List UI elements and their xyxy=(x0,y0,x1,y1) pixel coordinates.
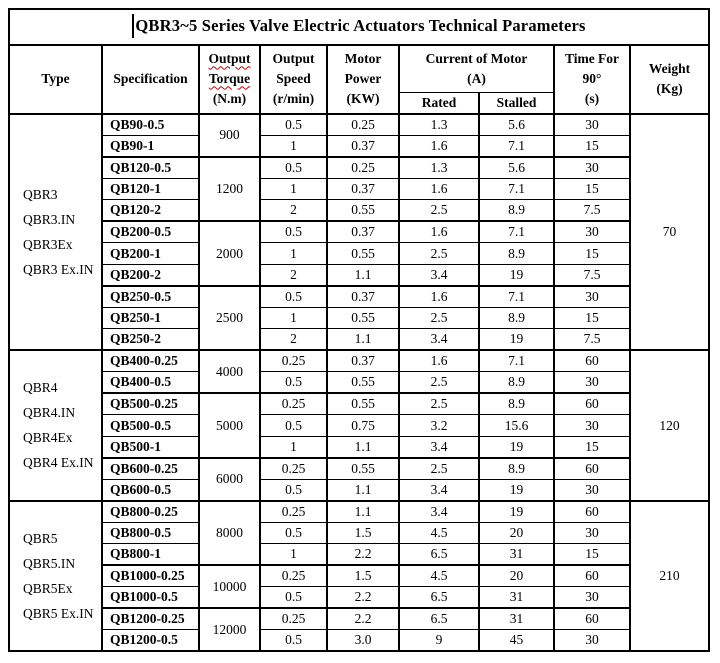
time-cell: 30 xyxy=(554,479,630,501)
type-line: QBR3 Ex.IN xyxy=(23,261,94,277)
type-line: QBR3Ex xyxy=(23,236,73,252)
spec-cell: QB90-1 xyxy=(102,135,199,157)
header-output-torque: Output Torque (N.m) xyxy=(199,45,260,114)
stalled-cell: 20 xyxy=(479,565,554,587)
weight-cell: 70 xyxy=(630,114,709,351)
table-row xyxy=(9,286,709,308)
power-cell: 0.55 xyxy=(327,243,399,265)
speed-cell: 0.5 xyxy=(260,587,327,609)
power-cell: 0.37 xyxy=(327,350,399,372)
time-cell: 7.5 xyxy=(554,200,630,222)
header-output-speed: Output Speed (r/min) xyxy=(260,45,327,114)
stalled-cell: 7.1 xyxy=(479,286,554,308)
table-row xyxy=(9,393,709,415)
header-rated: Rated xyxy=(399,92,479,114)
rated-cell: 3.4 xyxy=(399,264,479,286)
header-row-1 xyxy=(9,45,709,92)
table-row xyxy=(9,243,709,265)
torque-cell: 5000 xyxy=(199,393,260,458)
header-type: Type xyxy=(9,45,102,114)
power-cell: 1.1 xyxy=(327,501,399,523)
spec-cell: QB400-0.5 xyxy=(102,372,199,394)
table-row xyxy=(9,501,709,523)
spec-cell: QB400-0.25 xyxy=(102,350,199,372)
time-cell: 30 xyxy=(554,587,630,609)
speed-cell: 0.5 xyxy=(260,630,327,652)
time-cell: 30 xyxy=(554,372,630,394)
type-line: QBR5 xyxy=(23,530,58,546)
power-cell: 0.75 xyxy=(327,415,399,437)
power-cell: 0.25 xyxy=(327,114,399,136)
rated-cell: 6.5 xyxy=(399,608,479,630)
type-line: QBR4.IN xyxy=(23,405,76,421)
power-cell: 1.5 xyxy=(327,522,399,544)
speed-cell: 0.25 xyxy=(260,565,327,587)
time-cell: 15 xyxy=(554,135,630,157)
power-cell: 2.2 xyxy=(327,587,399,609)
weight-cell: 120 xyxy=(630,350,709,501)
table-row xyxy=(9,544,709,566)
speed-cell: 0.5 xyxy=(260,522,327,544)
spec-cell: QB250-2 xyxy=(102,329,199,351)
stalled-cell: 8.9 xyxy=(479,307,554,329)
rated-cell: 3.4 xyxy=(399,329,479,351)
stalled-cell: 5.6 xyxy=(479,114,554,136)
stalled-cell: 7.1 xyxy=(479,350,554,372)
power-cell: 1.1 xyxy=(327,436,399,458)
rated-cell: 2.5 xyxy=(399,243,479,265)
power-cell: 1.1 xyxy=(327,329,399,351)
table-row xyxy=(9,415,709,437)
rated-cell: 3.4 xyxy=(399,479,479,501)
power-cell: 0.55 xyxy=(327,200,399,222)
stalled-cell: 7.1 xyxy=(479,221,554,243)
time-cell: 30 xyxy=(554,415,630,437)
rated-cell: 9 xyxy=(399,630,479,652)
type-line: QBR5.IN xyxy=(23,555,76,571)
type-cell xyxy=(9,350,102,501)
table-row xyxy=(9,307,709,329)
stalled-cell: 45 xyxy=(479,630,554,652)
speed-cell: 0.25 xyxy=(260,350,327,372)
spec-cell: QB1200-0.25 xyxy=(102,608,199,630)
power-cell: 3.0 xyxy=(327,630,399,652)
stalled-cell: 7.1 xyxy=(479,135,554,157)
stalled-cell: 8.9 xyxy=(479,200,554,222)
time-cell: 15 xyxy=(554,544,630,566)
rated-cell: 4.5 xyxy=(399,522,479,544)
time-cell: 30 xyxy=(554,221,630,243)
table-title[interactable] xyxy=(9,9,709,45)
power-cell: 1.5 xyxy=(327,565,399,587)
rated-cell: 6.5 xyxy=(399,587,479,609)
torque-cell: 12000 xyxy=(199,608,260,651)
parameters-table xyxy=(8,8,710,652)
rated-cell: 4.5 xyxy=(399,565,479,587)
power-cell: 0.37 xyxy=(327,135,399,157)
power-cell: 1.1 xyxy=(327,479,399,501)
speed-cell: 2 xyxy=(260,329,327,351)
spec-cell: QB500-1 xyxy=(102,436,199,458)
spec-cell: QB1000-0.5 xyxy=(102,587,199,609)
table-row xyxy=(9,221,709,243)
speed-cell: 0.25 xyxy=(260,608,327,630)
time-cell: 30 xyxy=(554,522,630,544)
speed-cell: 0.25 xyxy=(260,458,327,480)
speed-cell: 2 xyxy=(260,200,327,222)
torque-cell: 8000 xyxy=(199,501,260,566)
stalled-cell: 20 xyxy=(479,522,554,544)
time-cell: 15 xyxy=(554,307,630,329)
header-specification: Specification xyxy=(102,45,199,114)
torque-cell: 6000 xyxy=(199,458,260,501)
torque-cell: 2500 xyxy=(199,286,260,351)
table-row xyxy=(9,329,709,351)
table-row xyxy=(9,436,709,458)
type-line: QBR4 Ex.IN xyxy=(23,455,94,471)
power-cell: 2.2 xyxy=(327,608,399,630)
torque-cell: 10000 xyxy=(199,565,260,608)
table-row xyxy=(9,114,709,136)
header-stalled: Stalled xyxy=(479,92,554,114)
table-row xyxy=(9,372,709,394)
spec-cell: QB200-0.5 xyxy=(102,221,199,243)
header-weight: Weight (Kg) xyxy=(630,45,709,114)
header-time-for-90: Time For 90° (s) xyxy=(554,45,630,114)
time-cell: 30 xyxy=(554,114,630,136)
table-row xyxy=(9,200,709,222)
rated-cell: 1.3 xyxy=(399,114,479,136)
time-cell: 7.5 xyxy=(554,329,630,351)
type-cell xyxy=(9,114,102,351)
rated-cell: 3.4 xyxy=(399,501,479,523)
rated-cell: 6.5 xyxy=(399,544,479,566)
power-cell: 1.1 xyxy=(327,264,399,286)
table-row xyxy=(9,587,709,609)
spec-cell: QB250-1 xyxy=(102,307,199,329)
speed-cell: 0.5 xyxy=(260,114,327,136)
spec-cell: QB600-0.5 xyxy=(102,479,199,501)
spec-cell: QB800-0.25 xyxy=(102,501,199,523)
spec-cell: QB250-0.5 xyxy=(102,286,199,308)
power-cell: 0.55 xyxy=(327,372,399,394)
power-cell: 2.2 xyxy=(327,544,399,566)
rated-cell: 1.6 xyxy=(399,135,479,157)
table-row xyxy=(9,178,709,200)
torque-cell: 4000 xyxy=(199,350,260,393)
time-cell: 15 xyxy=(554,178,630,200)
table-row xyxy=(9,458,709,480)
table-body xyxy=(9,114,709,652)
rated-cell: 1.6 xyxy=(399,350,479,372)
rated-cell: 1.6 xyxy=(399,221,479,243)
table-row xyxy=(9,264,709,286)
time-cell: 60 xyxy=(554,393,630,415)
table-title-text: QBR3~5 Series Valve Electric Actuators Technical Parameters xyxy=(135,16,586,36)
power-cell: 0.55 xyxy=(327,307,399,329)
speed-cell: 0.5 xyxy=(260,286,327,308)
rated-cell: 2.5 xyxy=(399,307,479,329)
time-cell: 60 xyxy=(554,350,630,372)
stalled-cell: 5.6 xyxy=(479,157,554,179)
spec-cell: QB600-0.25 xyxy=(102,458,199,480)
power-cell: 0.55 xyxy=(327,458,399,480)
spec-cell: QB200-1 xyxy=(102,243,199,265)
stalled-cell: 8.9 xyxy=(479,458,554,480)
time-cell: 7.5 xyxy=(554,264,630,286)
rated-cell: 3.2 xyxy=(399,415,479,437)
table-row xyxy=(9,565,709,587)
power-cell: 0.37 xyxy=(327,286,399,308)
stalled-cell: 8.9 xyxy=(479,372,554,394)
time-cell: 60 xyxy=(554,501,630,523)
spec-cell: QB120-1 xyxy=(102,178,199,200)
stalled-cell: 15.6 xyxy=(479,415,554,437)
time-cell: 60 xyxy=(554,608,630,630)
title-row xyxy=(9,9,709,45)
speed-cell: 0.5 xyxy=(260,221,327,243)
weight-cell: 210 xyxy=(630,501,709,652)
power-cell: 0.37 xyxy=(327,178,399,200)
power-cell: 0.55 xyxy=(327,393,399,415)
speed-cell: 1 xyxy=(260,544,327,566)
spec-cell: QB120-0.5 xyxy=(102,157,199,179)
spec-cell: QB500-0.25 xyxy=(102,393,199,415)
type-cell xyxy=(9,501,102,652)
stalled-cell: 19 xyxy=(479,501,554,523)
speed-cell: 0.5 xyxy=(260,372,327,394)
speed-cell: 1 xyxy=(260,436,327,458)
stalled-cell: 31 xyxy=(479,608,554,630)
rated-cell: 2.5 xyxy=(399,200,479,222)
misspelled-word: Output xyxy=(208,51,251,67)
type-line: QBR5Ex xyxy=(23,580,73,596)
stalled-cell: 7.1 xyxy=(479,178,554,200)
spec-cell: QB120-2 xyxy=(102,200,199,222)
spec-cell: QB800-0.5 xyxy=(102,522,199,544)
table-row xyxy=(9,608,709,630)
type-line: QBR3.IN xyxy=(23,211,76,227)
speed-cell: 0.5 xyxy=(260,415,327,437)
rated-cell: 1.6 xyxy=(399,178,479,200)
power-cell: 0.25 xyxy=(327,157,399,179)
speed-cell: 1 xyxy=(260,307,327,329)
torque-cell: 900 xyxy=(199,114,260,157)
table-row xyxy=(9,522,709,544)
spec-cell: QB1200-0.5 xyxy=(102,630,199,652)
stalled-cell: 19 xyxy=(479,264,554,286)
type-line: QBR4 xyxy=(23,380,58,396)
time-cell: 15 xyxy=(554,243,630,265)
stalled-cell: 19 xyxy=(479,436,554,458)
torque-cell: 2000 xyxy=(199,221,260,286)
speed-cell: 2 xyxy=(260,264,327,286)
time-cell: 60 xyxy=(554,565,630,587)
stalled-cell: 8.9 xyxy=(479,393,554,415)
header-current-of-motor: Current of Motor (A) xyxy=(399,45,554,92)
table-row xyxy=(9,630,709,652)
speed-cell: 0.25 xyxy=(260,501,327,523)
speed-cell: 0.5 xyxy=(260,479,327,501)
rated-cell: 2.5 xyxy=(399,372,479,394)
time-cell: 30 xyxy=(554,157,630,179)
rated-cell: 2.5 xyxy=(399,393,479,415)
table-row xyxy=(9,135,709,157)
table-row xyxy=(9,350,709,372)
spec-cell: QB500-0.5 xyxy=(102,415,199,437)
spec-cell: QB1000-0.25 xyxy=(102,565,199,587)
type-line: QBR5 Ex.IN xyxy=(23,605,94,621)
time-cell: 60 xyxy=(554,458,630,480)
header-motor-power: Motor Power (KW) xyxy=(327,45,399,114)
time-cell: 15 xyxy=(554,436,630,458)
torque-cell: 1200 xyxy=(199,157,260,222)
speed-cell: 0.25 xyxy=(260,393,327,415)
stalled-cell: 31 xyxy=(479,587,554,609)
rated-cell: 1.3 xyxy=(399,157,479,179)
type-line: QBR4Ex xyxy=(23,430,73,446)
spec-cell: QB200-2 xyxy=(102,264,199,286)
stalled-cell: 19 xyxy=(479,479,554,501)
power-cell: 0.37 xyxy=(327,221,399,243)
stalled-cell: 8.9 xyxy=(479,243,554,265)
spec-cell: QB90-0.5 xyxy=(102,114,199,136)
rated-cell: 3.4 xyxy=(399,436,479,458)
misspelled-word: Torque xyxy=(208,71,251,87)
speed-cell: 0.5 xyxy=(260,157,327,179)
speed-cell: 1 xyxy=(260,243,327,265)
type-line: QBR3 xyxy=(23,186,58,202)
rated-cell: 2.5 xyxy=(399,458,479,480)
spec-cell: QB800-1 xyxy=(102,544,199,566)
table-row xyxy=(9,479,709,501)
rated-cell: 1.6 xyxy=(399,286,479,308)
stalled-cell: 31 xyxy=(479,544,554,566)
speed-cell: 1 xyxy=(260,178,327,200)
stalled-cell: 19 xyxy=(479,329,554,351)
speed-cell: 1 xyxy=(260,135,327,157)
table-row xyxy=(9,157,709,179)
time-cell: 30 xyxy=(554,286,630,308)
time-cell: 30 xyxy=(554,630,630,652)
